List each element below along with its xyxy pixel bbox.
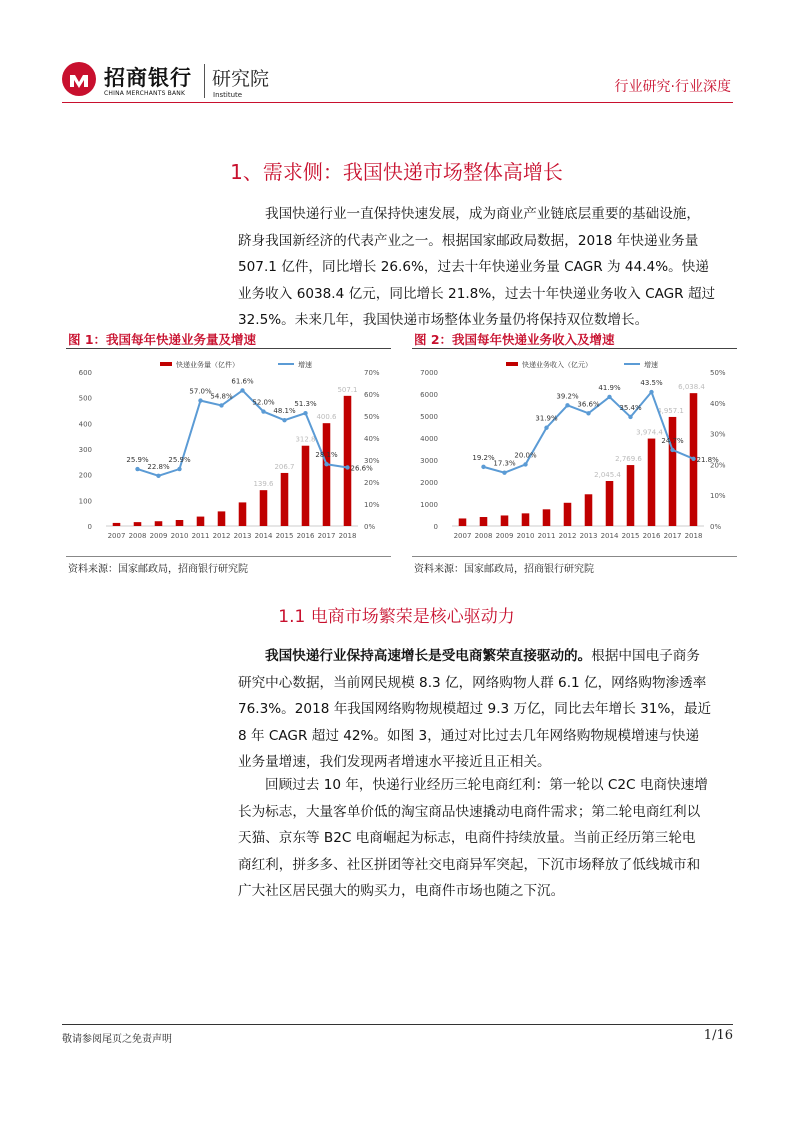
x-tick-label: 2017 (317, 532, 336, 540)
y-left-tick-label: 6000 (420, 391, 438, 399)
bar (113, 523, 121, 526)
y-right-tick-label: 50% (710, 369, 726, 377)
growth-point (345, 465, 349, 469)
y-right-tick-label: 30% (364, 457, 380, 465)
text-span: 根据中国电子商务 (591, 648, 700, 664)
x-tick-label: 2014 (254, 532, 273, 540)
text-line: 商红利，拼多多、社区拼团等社交电商异军突起，下沉市场释放了低线城市和 (238, 856, 701, 873)
growth-point (502, 471, 506, 475)
x-tick-label: 2008 (474, 532, 493, 540)
y-right-tick-label: 20% (364, 479, 380, 487)
y-right-tick-label: 10% (710, 492, 726, 501)
bar (459, 518, 467, 526)
page-header (0, 0, 793, 110)
growth-point (240, 388, 244, 392)
growth-point (261, 409, 265, 413)
text-line: 业务量增速，我们发现两者增速水平接近且正相关。 (238, 754, 551, 770)
y-left-tick-label: 200 (78, 471, 92, 480)
growth-value-label: 19.2% (472, 453, 495, 462)
text-line: 研究中心数据，当前网民规模 8.3 亿，网络购物人群 6.1 亿，网络购物渗透率 (238, 674, 707, 691)
x-tick-label: 2007 (453, 532, 472, 540)
figure2-source: 资料来源：国家邮政局，招商银行研究院 (414, 564, 594, 575)
chart-1 (66, 352, 391, 554)
y-left-tick-label: 400 (78, 420, 92, 429)
legend-line-label: 增速 (644, 361, 658, 369)
section-heading: 1、需求侧：我国快递市场整体高增长 (230, 160, 563, 184)
x-tick-label: 2018 (338, 532, 357, 540)
figure2-title: 图 2：我国每年快递业务收入及增速 (414, 332, 615, 347)
disclaimer-link: 敬请参阅尾页之免责声明 (62, 1034, 172, 1045)
growth-point (135, 467, 139, 471)
y-right-tick-label: 40% (364, 435, 380, 443)
bar-value-label: 312.8 (295, 435, 316, 444)
bar (501, 515, 509, 526)
bar (606, 481, 614, 526)
y-right-tick-label: 30% (710, 430, 726, 439)
y-right-tick-label: 40% (710, 399, 726, 408)
growth-value-label: 25.9% (168, 456, 191, 465)
growth-value-label: 25.9% (126, 456, 149, 465)
growth-value-label: 35.4% (619, 403, 642, 412)
bar-value-label: 206.7 (274, 462, 295, 471)
bar (323, 423, 331, 526)
y-right-tick-label: 10% (364, 501, 380, 509)
page-number: 1/16 (703, 1028, 733, 1043)
figure2-bottom-rule (412, 556, 737, 557)
key-statement: 我国快递行业保持高速增长是受电商繁荣直接驱动的。 (265, 648, 592, 664)
growth-point (177, 467, 181, 471)
growth-value-label: 20.0% (514, 451, 537, 460)
growth-point (586, 411, 590, 415)
x-tick-label: 2015 (275, 532, 294, 540)
text-line: 32.5%。未来几年，我国快递市场整体业务量仍将保持双位数增长。 (238, 312, 649, 328)
growth-value-label: 24.7% (661, 436, 684, 445)
x-tick-label: 2012 (212, 532, 231, 540)
bar-value-label: 2,045.4 (594, 471, 621, 480)
y-right-tick-label: 0% (710, 523, 722, 531)
bar (176, 520, 184, 526)
x-tick-label: 2013 (579, 532, 598, 540)
text-line: 长为标志，大量客单价低的淘宝商品快速撬动电商件需求；第二轮电商红利以 (238, 803, 701, 820)
growth-value-label: 17.3% (493, 459, 516, 468)
growth-point (565, 403, 569, 407)
y-left-tick-label: 100 (78, 497, 92, 506)
y-right-tick-label: 0% (364, 523, 376, 531)
growth-value-label: 54.8% (210, 392, 233, 401)
x-tick-label: 2011 (537, 532, 556, 540)
legend-bar-swatch (506, 362, 518, 366)
growth-point (324, 462, 328, 466)
figure1-title: 图 1：我国每年快递业务量及增速 (68, 332, 257, 347)
bank-name-en: CHINA MERCHANTS BANK (104, 90, 186, 97)
growth-value-label: 52.0% (252, 398, 275, 407)
x-tick-label: 2014 (600, 532, 619, 540)
figure1-top-rule (66, 348, 391, 349)
text-line: 507.1 亿件，同比增长 26.6%，过去十年快递业务量 CAGR 为 44.4%。快递 (238, 259, 709, 275)
bar (522, 513, 530, 526)
y-left-tick-label: 600 (78, 369, 92, 377)
text-line: 跻身我国新经济的代表产业之一。根据国家邮政局数据，2018 年快递业务量 (238, 232, 699, 249)
growth-value-label: 31.9% (535, 414, 558, 423)
bar (134, 522, 142, 526)
bar (281, 473, 289, 526)
growth-value-label: 61.6% (231, 377, 254, 386)
growth-value-label: 48.1% (273, 407, 296, 416)
y-right-tick-label: 50% (364, 413, 380, 421)
subsection-heading: 1.1 电商市场繁荣是核心驱动力 (278, 607, 515, 627)
figure2-top-rule (412, 348, 737, 349)
y-left-tick-label: 5000 (420, 413, 438, 421)
report-type: 行业研究·行业深度 (614, 79, 731, 95)
bar (344, 396, 352, 526)
bar (302, 446, 310, 526)
x-tick-label: 2018 (684, 532, 703, 540)
y-left-tick-label: 500 (78, 394, 92, 403)
bar (564, 503, 572, 526)
bar (648, 439, 656, 526)
bar (585, 494, 593, 526)
text-line: 广大社区居民强大的购买力，电商件市场也随之下沉。 (238, 883, 565, 899)
growth-value-label: 57.0% (189, 387, 212, 396)
growth-point (303, 411, 307, 415)
growth-point (670, 448, 674, 452)
y-right-tick-label: 20% (710, 461, 726, 470)
text-line: 8 年 CAGR 超过 42%。如图 3，通过对比过去几年网络购物规模增速与快递 (238, 727, 700, 744)
growth-point (282, 418, 286, 422)
header-divider (62, 102, 733, 103)
section1-1-paragraph-2 (238, 772, 734, 905)
y-left-tick-label: 3000 (420, 457, 438, 465)
x-tick-label: 2012 (558, 532, 577, 540)
bar (260, 490, 268, 526)
institute-name: 研究院 (212, 68, 270, 90)
growth-value-label: 43.5% (640, 379, 663, 388)
chart-2 (412, 352, 737, 554)
x-tick-label: 2007 (107, 532, 126, 540)
bar (218, 511, 226, 526)
figure1-source: 资料来源：国家邮政局，招商银行研究院 (68, 564, 248, 575)
text-line: 回顾过去 10 年，快递行业经历三轮电商红利：第一轮以 C2C 电商快速增 (265, 777, 708, 793)
x-tick-label: 2016 (642, 532, 661, 540)
bar (239, 502, 247, 526)
legend-line-label: 增速 (298, 361, 312, 369)
bar-value-label: 2,769.6 (615, 455, 642, 464)
y-left-tick-label: 4000 (420, 435, 438, 443)
growth-value-label: 39.2% (556, 392, 579, 401)
bar (627, 465, 635, 526)
x-tick-label: 2015 (621, 532, 640, 540)
y-left-tick-label: 0 (87, 523, 92, 531)
text-line: 我国快递行业一直保持快速发展，成为商业产业链底层重要的基础设施， (265, 206, 700, 222)
section1-paragraph (238, 201, 734, 334)
growth-point (628, 415, 632, 419)
x-tick-label: 2009 (149, 532, 168, 540)
growth-point (198, 398, 202, 402)
bar-value-label: 507.1 (337, 385, 358, 394)
growth-value-label: 28.1% (315, 451, 338, 460)
figure1-bottom-rule (66, 556, 391, 557)
y-left-tick-label: 300 (78, 446, 92, 454)
y-right-tick-label: 70% (364, 369, 380, 377)
growth-value-label: 41.9% (598, 383, 621, 392)
text-line (238, 643, 734, 670)
text-line: 业务收入 6038.4 亿元，同比增长 21.8%，过去十年快递业务收入 CAGR 超过 (238, 285, 716, 302)
bar-value-label: 400.6 (316, 413, 337, 422)
growth-value-label: 26.6% (350, 464, 373, 473)
bar-value-label: 6,038.4 (678, 383, 705, 392)
footer-divider (62, 1024, 733, 1025)
bank-logo-icon (62, 62, 96, 96)
growth-point (481, 465, 485, 469)
x-tick-label: 2008 (128, 532, 147, 540)
x-tick-label: 2011 (191, 532, 210, 540)
bar (197, 517, 205, 526)
growth-point (691, 457, 695, 461)
y-left-tick-label: 0 (433, 523, 438, 531)
growth-value-label: 22.8% (147, 462, 170, 471)
section1-1-paragraph-1 (238, 643, 734, 776)
growth-point (544, 426, 548, 430)
legend-bar-swatch (160, 362, 172, 366)
bar (669, 417, 677, 526)
bar (543, 509, 551, 526)
growth-point (607, 395, 611, 399)
growth-point (219, 403, 223, 407)
growth-value-label: 21.8% (696, 455, 719, 464)
text-line: 天猫、京东等 B2C 电商崛起为标志，电商件持续放量。当前正经历第三轮电 (238, 830, 696, 846)
bar-value-label: 139.6 (253, 480, 274, 489)
y-left-tick-label: 7000 (420, 369, 438, 377)
x-tick-label: 2009 (495, 532, 514, 540)
y-left-tick-label: 2000 (420, 479, 438, 487)
institute-name-en: Institute (213, 91, 243, 99)
x-tick-label: 2010 (516, 532, 535, 540)
x-tick-label: 2010 (170, 532, 189, 540)
bar (480, 517, 488, 526)
growth-point (649, 390, 653, 394)
legend-bar-label: 快递业务收入（亿元） (522, 361, 592, 369)
bank-name: 招商银行 (104, 66, 192, 90)
growth-value-label: 36.6% (577, 400, 600, 409)
growth-value-label: 51.3% (294, 400, 317, 409)
growth-point (523, 462, 527, 466)
logo-divider (204, 64, 205, 98)
y-right-tick-label: 60% (364, 391, 380, 399)
bar (155, 521, 163, 526)
bar-value-label: 3,974.4 (636, 428, 663, 437)
bar-value-label: 4,957.1 (657, 406, 684, 415)
x-tick-label: 2017 (663, 532, 682, 540)
legend-bar-label: 快递业务量（亿件） (176, 361, 239, 369)
growth-point (156, 474, 160, 478)
text-line: 76.3%。2018 年我国网络购物规模超过 9.3 万亿，同比去年增长 31%，最近 (238, 701, 712, 717)
x-tick-label: 2013 (233, 532, 252, 540)
x-tick-label: 2016 (296, 532, 315, 540)
y-left-tick-label: 1000 (420, 501, 438, 509)
